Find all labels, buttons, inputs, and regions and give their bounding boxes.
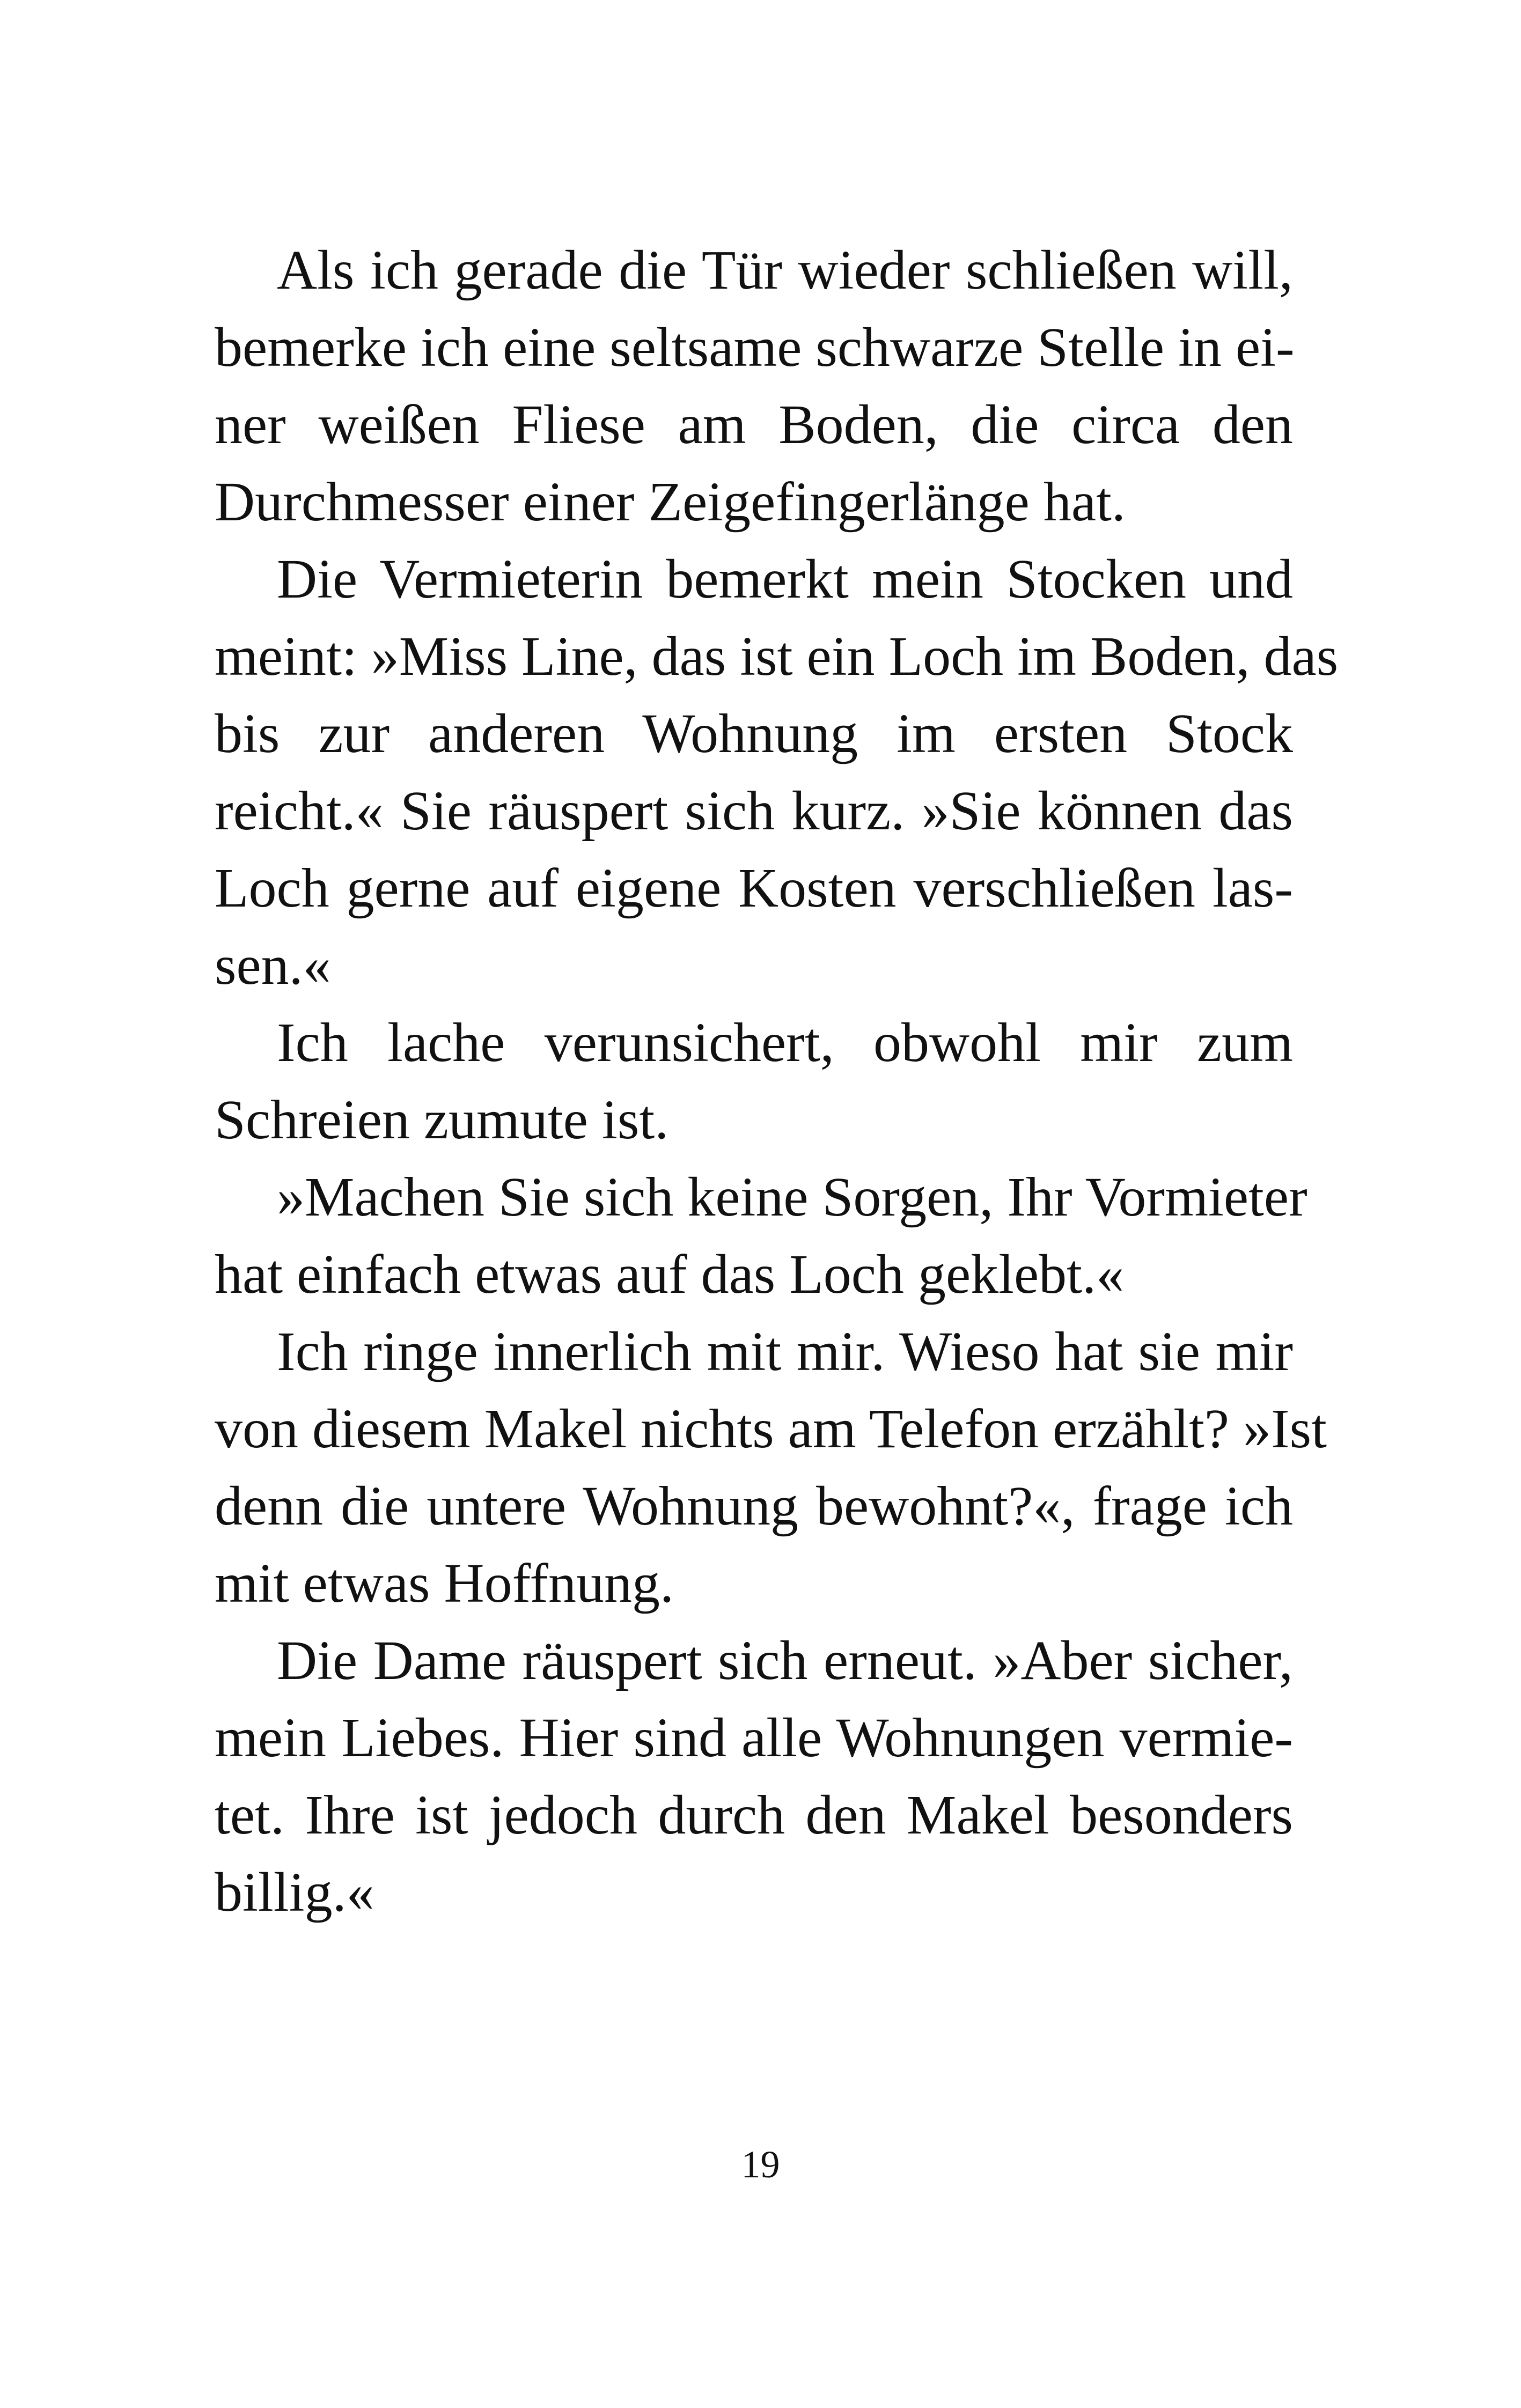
paragraph (215, 1159, 1307, 1313)
text-line: hat einfach etwas auf das Loch geklebt.« (215, 1243, 1125, 1305)
paragraph (215, 232, 1293, 541)
text-line: Die Dame räuspert sich erneut. »Aber sicher, (277, 1630, 1293, 1691)
text-line: Die Vermieterin bemerkt mein Stocken und (277, 548, 1293, 610)
text-line: Ich lache verunsichert, obwohl mir zum (277, 1012, 1293, 1073)
text-line: Ich ringe innerlich mit mir. Wieso hat sie mir (277, 1321, 1293, 1382)
paragraph (215, 1313, 1327, 1622)
text-line: tet. Ihre ist jedoch durch den Makel besonders (215, 1784, 1293, 1846)
text-line: reicht.« Sie räuspert sich kurz. »Sie können das (215, 780, 1293, 842)
body-text (215, 232, 1339, 1931)
text-line: Schreien zumute ist. (215, 1089, 669, 1151)
text-line: billig.« (215, 1861, 374, 1923)
text-line: ner weißen Fliese am Boden, die circa den (215, 394, 1293, 455)
paragraph (215, 1004, 1293, 1159)
text-line: von diesem Makel nichts am Telefon erzählt? »Ist (215, 1398, 1327, 1460)
page-number: 19 (741, 2143, 780, 2186)
text-line: sen.« (215, 934, 331, 996)
text-line: »Machen Sie sich keine Sorgen, Ihr Vormieter (277, 1166, 1307, 1228)
paragraph (215, 1622, 1293, 1931)
text-line: bemerke ich eine seltsame schwarze Stelle in ei- (215, 316, 1295, 378)
text-line: denn die untere Wohnung bewohnt?«, frage ich (215, 1475, 1293, 1537)
text-line: Als ich gerade die Tür wieder schließen will, (277, 239, 1293, 301)
text-line: meint: »Miss Line, das ist ein Loch im Boden, das (215, 625, 1339, 687)
paragraph (215, 541, 1339, 1004)
text-line: Durchmesser einer Zeigefingerlänge hat. (215, 471, 1126, 533)
text-line: Loch gerne auf eigene Kosten verschließen las- (215, 857, 1293, 919)
text-line: mein Liebes. Hier sind alle Wohnungen vermie- (215, 1707, 1293, 1769)
text-line: mit etwas Hoffnung. (215, 1552, 674, 1614)
text-line: bis zur anderen Wohnung im ersten Stock (215, 703, 1293, 764)
